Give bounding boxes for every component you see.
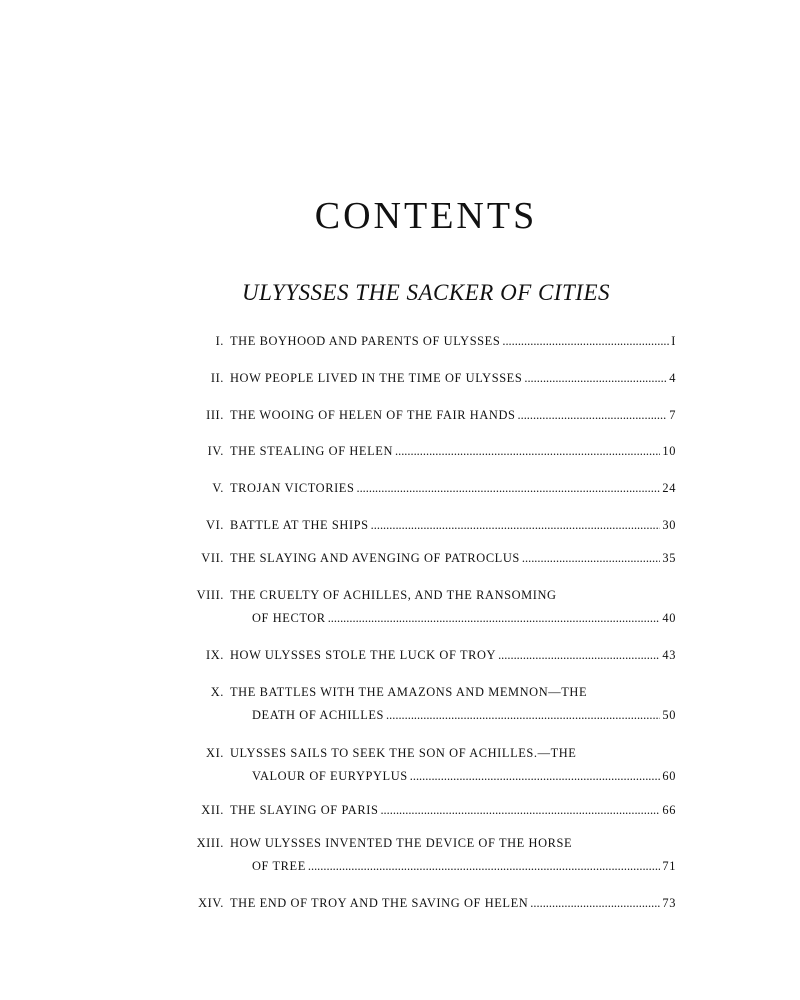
section-title: ULYYSSES THE SACKER OF CITIES: [241, 280, 610, 305]
chapter-number: XIII.: [196, 836, 224, 850]
chapter-title: THE STEALING OF HELEN: [230, 444, 393, 458]
leader-dots: [518, 408, 668, 423]
page-number: 24: [662, 481, 676, 495]
chapter-number: III.: [206, 408, 224, 422]
chapter-title: HOW PEOPLE LIVED IN THE TIME OF ULYSSES: [230, 371, 523, 385]
chapter-number: VII.: [201, 551, 224, 565]
page-number: 43: [662, 648, 676, 662]
toc-line: [186, 588, 676, 603]
chapter-number: I.: [215, 334, 224, 348]
toc-line: [186, 518, 676, 533]
chapter-title: VALOUR OF EURYPYLUS: [252, 769, 408, 783]
toc-line: [186, 746, 676, 761]
page-number: 50: [662, 708, 676, 722]
toc-line: [186, 408, 676, 423]
toc-line: [252, 859, 676, 874]
leader-dots: [380, 803, 660, 818]
page-number: 66: [662, 803, 676, 817]
toc-line: [252, 611, 676, 626]
toc-line: [186, 648, 676, 663]
chapter-title: HOW ULYSSES STOLE THE LUCK OF TROY: [230, 648, 497, 662]
leader-dots: [498, 648, 660, 663]
chapter-number: II.: [210, 371, 224, 385]
leader-dots: [386, 708, 660, 723]
chapter-title: THE WOOING OF HELEN OF THE FAIR HANDS: [230, 408, 516, 422]
toc-line: [186, 444, 676, 459]
chapter-number: XI.: [206, 746, 224, 760]
page-title: CONTENTS: [314, 195, 538, 237]
toc-line: [186, 334, 676, 349]
chapter-title: THE BATTLES WITH THE AMAZONS AND MEMNON—THE: [230, 685, 588, 699]
leader-dots: [371, 518, 661, 533]
chapter-number: X.: [210, 685, 224, 699]
toc-line: [186, 896, 676, 911]
page-number: 7: [669, 408, 676, 422]
leader-dots: [395, 444, 660, 459]
chapter-title: THE BOYHOOD AND PARENTS OF ULYSSES: [230, 334, 501, 348]
chapter-number: VI.: [206, 518, 224, 532]
page-number: I: [671, 334, 676, 348]
page-number: 10: [662, 444, 676, 458]
toc-line: [186, 803, 676, 818]
toc-line: [186, 836, 676, 851]
chapter-number: IV.: [207, 444, 224, 458]
page-number: 71: [662, 859, 676, 873]
chapter-title: THE CRUELTY OF ACHILLES, AND THE RANSOMING: [230, 588, 557, 602]
leader-dots: [356, 481, 660, 496]
chapter-title: HOW ULYSSES INVENTED THE DEVICE OF THE HORSE: [230, 836, 573, 850]
leader-dots: [502, 334, 669, 349]
chapter-title: OF TREE: [252, 859, 306, 873]
chapter-number: XIV.: [198, 896, 224, 910]
chapter-title: ULYSSES SAILS TO SEEK THE SON OF ACHILLES.—THE: [230, 746, 577, 760]
chapter-number: V.: [212, 481, 224, 495]
leader-dots: [524, 371, 667, 386]
toc-line: [186, 551, 676, 566]
toc-line: [252, 708, 676, 723]
toc-line: [186, 371, 676, 386]
page-number: 30: [662, 518, 676, 532]
leader-dots: [530, 896, 660, 911]
chapter-title: OF HECTOR: [252, 611, 326, 625]
page-number: 60: [662, 769, 676, 783]
page-number: 35: [662, 551, 676, 565]
page-number: 40: [662, 611, 676, 625]
page-number: 73: [662, 896, 676, 910]
chapter-title: THE SLAYING OF PARIS: [230, 803, 379, 817]
chapter-title: TROJAN VICTORIES: [230, 481, 355, 495]
leader-dots: [308, 859, 661, 874]
chapter-title: THE END OF TROY AND THE SAVING OF HELEN: [230, 896, 529, 910]
page-number: 4: [669, 371, 676, 385]
chapter-title: BATTLE AT THE SHIPS: [230, 518, 369, 532]
chapter-number: VIII.: [196, 588, 224, 602]
toc-line: [252, 769, 676, 784]
chapter-number: XII.: [201, 803, 224, 817]
leader-dots: [328, 611, 661, 626]
chapter-title: THE SLAYING AND AVENGING OF PATROCLUS: [230, 551, 520, 565]
chapter-number: IX.: [206, 648, 224, 662]
toc-line: [186, 481, 676, 496]
toc-line: [186, 685, 676, 700]
leader-dots: [522, 551, 661, 566]
chapter-title: DEATH OF ACHILLES: [252, 708, 385, 722]
leader-dots: [410, 769, 661, 784]
